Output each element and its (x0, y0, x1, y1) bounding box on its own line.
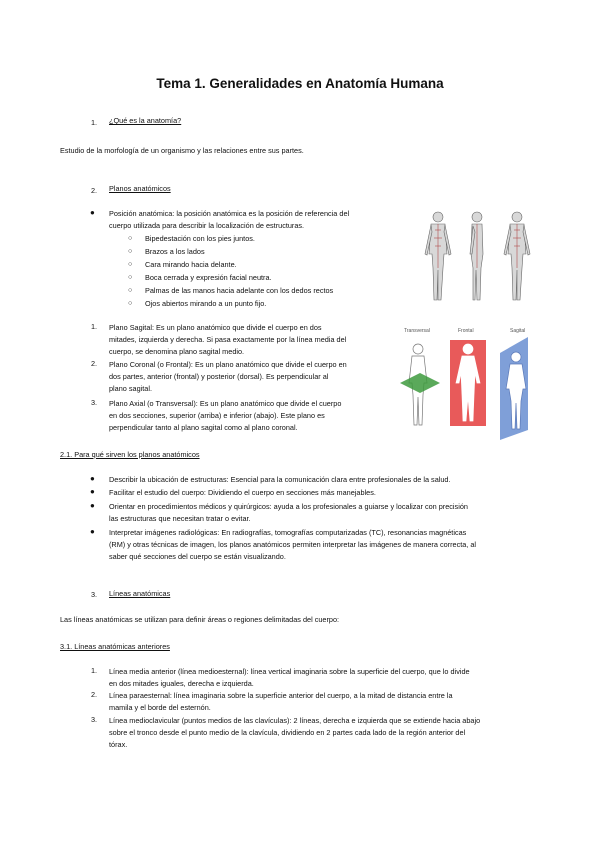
list-number: 1. (91, 322, 98, 331)
paragraph-line: Plano Coronal (o Frontal): Es un plano anatómico que divide el cuerpo en (109, 360, 347, 369)
section-heading: ¿Qué es la anatomía? (109, 116, 182, 125)
paragraph-line: mamila y el borde del esternón. (109, 703, 211, 712)
paragraph-line: en dos secciones, superior (arriba) e inferior (abajo). Este plano es (109, 411, 325, 420)
paragraph-line: cuerpo, se denomina plano sagital medio. (109, 347, 245, 356)
figure-label: Frontal (458, 328, 474, 334)
paragraph: Las líneas anatómicas se utilizan para definir áreas o regiones delimitadas del cuerpo: (60, 615, 340, 624)
paragraph-line: Línea medioclavicular (puntos medios de las clavículas): 2 líneas, derecha e izquierda que se extiende hacia abajo (109, 716, 481, 725)
paragraph-line: Plano Axial (o Transversal): Es un plano anatómico que divide el cuerpo (109, 399, 342, 408)
list-item: Bipedestación con los pies juntos. (145, 234, 255, 243)
section-number: 1. (91, 118, 98, 127)
section-heading: Líneas anatómicas (109, 589, 171, 598)
bullet-icon: ● (90, 474, 95, 483)
paragraph-line: sobre el tronco desde el punto medio de la clavícula, dividiendo en 2 partes cada lado de la región anterior del (109, 728, 466, 737)
paragraph: Estudio de la morfología de un organismo y las relaciones entre sus partes. (60, 146, 304, 155)
subsection-heading: 3.1. Líneas anatómicas anteriores (60, 642, 170, 651)
anatomical-position-figure (418, 208, 536, 304)
list-number: 1. (91, 666, 98, 675)
bullet-icon: ● (90, 487, 95, 496)
figure-label: Transversal (404, 328, 430, 334)
paragraph-line: plano sagital. (109, 384, 153, 393)
list-item: Boca cerrada y expresión facial neutra. (145, 273, 272, 282)
bullet-icon: ● (90, 208, 95, 217)
paragraph-line: mitades, izquierda y derecha. Si pasa exactamente por la línea media del (109, 335, 347, 344)
list-number: 2. (91, 359, 98, 368)
paragraph-line: (RM) y otras técnicas de imagen, los planos anatómicos permiten interpretar las imágenes de manera correcta, al (109, 540, 477, 549)
list-item: Brazos a los lados (145, 247, 205, 256)
paragraph-line: Línea paraesternal: línea imaginaria sobre la superficie anterior del cuerpo, a la mitad de distancia entre la (109, 691, 453, 700)
bullet-icon: ● (90, 501, 95, 510)
paragraph-line: saber qué secciones del cuerpo se están visualizando. (109, 552, 286, 561)
figure-label: Sagital (510, 328, 526, 334)
circle-bullet-icon: ○ (128, 287, 133, 294)
list-number: 3. (91, 715, 98, 724)
page-title: Tema 1. Generalidades en Anatomía Humana (156, 76, 444, 91)
circle-bullet-icon: ○ (128, 248, 133, 255)
paragraph-line: Línea media anterior (línea medioesternal): línea vertical imaginaria sobre la superficie del cuerpo, que lo divide (109, 667, 470, 676)
circle-bullet-icon: ○ (128, 261, 133, 268)
list-item: Cara mirando hacia delante. (145, 260, 237, 269)
paragraph-line: Orientar en procedimientos médicos y quirúrgicos: ayuda a los profesionales a guiarse y localizar con precisión (109, 502, 468, 511)
paragraph-line: Interpretar imágenes radiológicas: En radiografías, tomografías computarizadas (TC), resonancias magnéticas (109, 528, 467, 537)
circle-bullet-icon: ○ (128, 300, 133, 307)
bullet-icon: ● (90, 527, 95, 536)
paragraph-line: las estructuras que necesitan tratar o evitar. (109, 514, 251, 523)
paragraph-line: dos partes, anterior (frontal) y posterior (dorsal). Es perpendicular al (109, 372, 329, 381)
section-number: 2. (91, 186, 98, 195)
section-heading: Planos anatómicos (109, 184, 171, 193)
paragraph-line: Plano Sagital: Es un plano anatómico que divide el cuerpo en dos (109, 323, 322, 332)
subsection-heading: 2.1. Para qué sirven los planos anatómicos (60, 450, 200, 459)
list-item: Palmas de las manos hacia adelante con los dedos rectos (145, 286, 334, 295)
list-number: 3. (91, 398, 98, 407)
paragraph-line: en dos mitades iguales, derecha e izquierda. (109, 679, 254, 688)
circle-bullet-icon: ○ (128, 274, 133, 281)
section-number: 3. (91, 590, 98, 599)
paragraph-line: cuerpo utilizada para describir la localización de estructuras. (109, 221, 305, 230)
paragraph-line: Describir la ubicación de estructuras: Esencial para la comunicación clara entre profesionales de la salud. (109, 475, 451, 484)
anatomical-planes-figure (398, 325, 534, 440)
circle-bullet-icon: ○ (128, 235, 133, 242)
paragraph-line: tórax. (109, 740, 128, 749)
paragraph-line: Posición anatómica: la posición anatómica es la posición de referencia del (109, 209, 350, 218)
paragraph-line: perpendicular tanto al plano sagital como al plano coronal. (109, 423, 298, 432)
list-number: 2. (91, 690, 98, 699)
paragraph-line: Facilitar el estudio del cuerpo: Dividiendo el cuerpo en secciones más manejables. (109, 488, 376, 497)
list-item: Ojos abiertos mirando a un punto fijo. (145, 299, 267, 308)
